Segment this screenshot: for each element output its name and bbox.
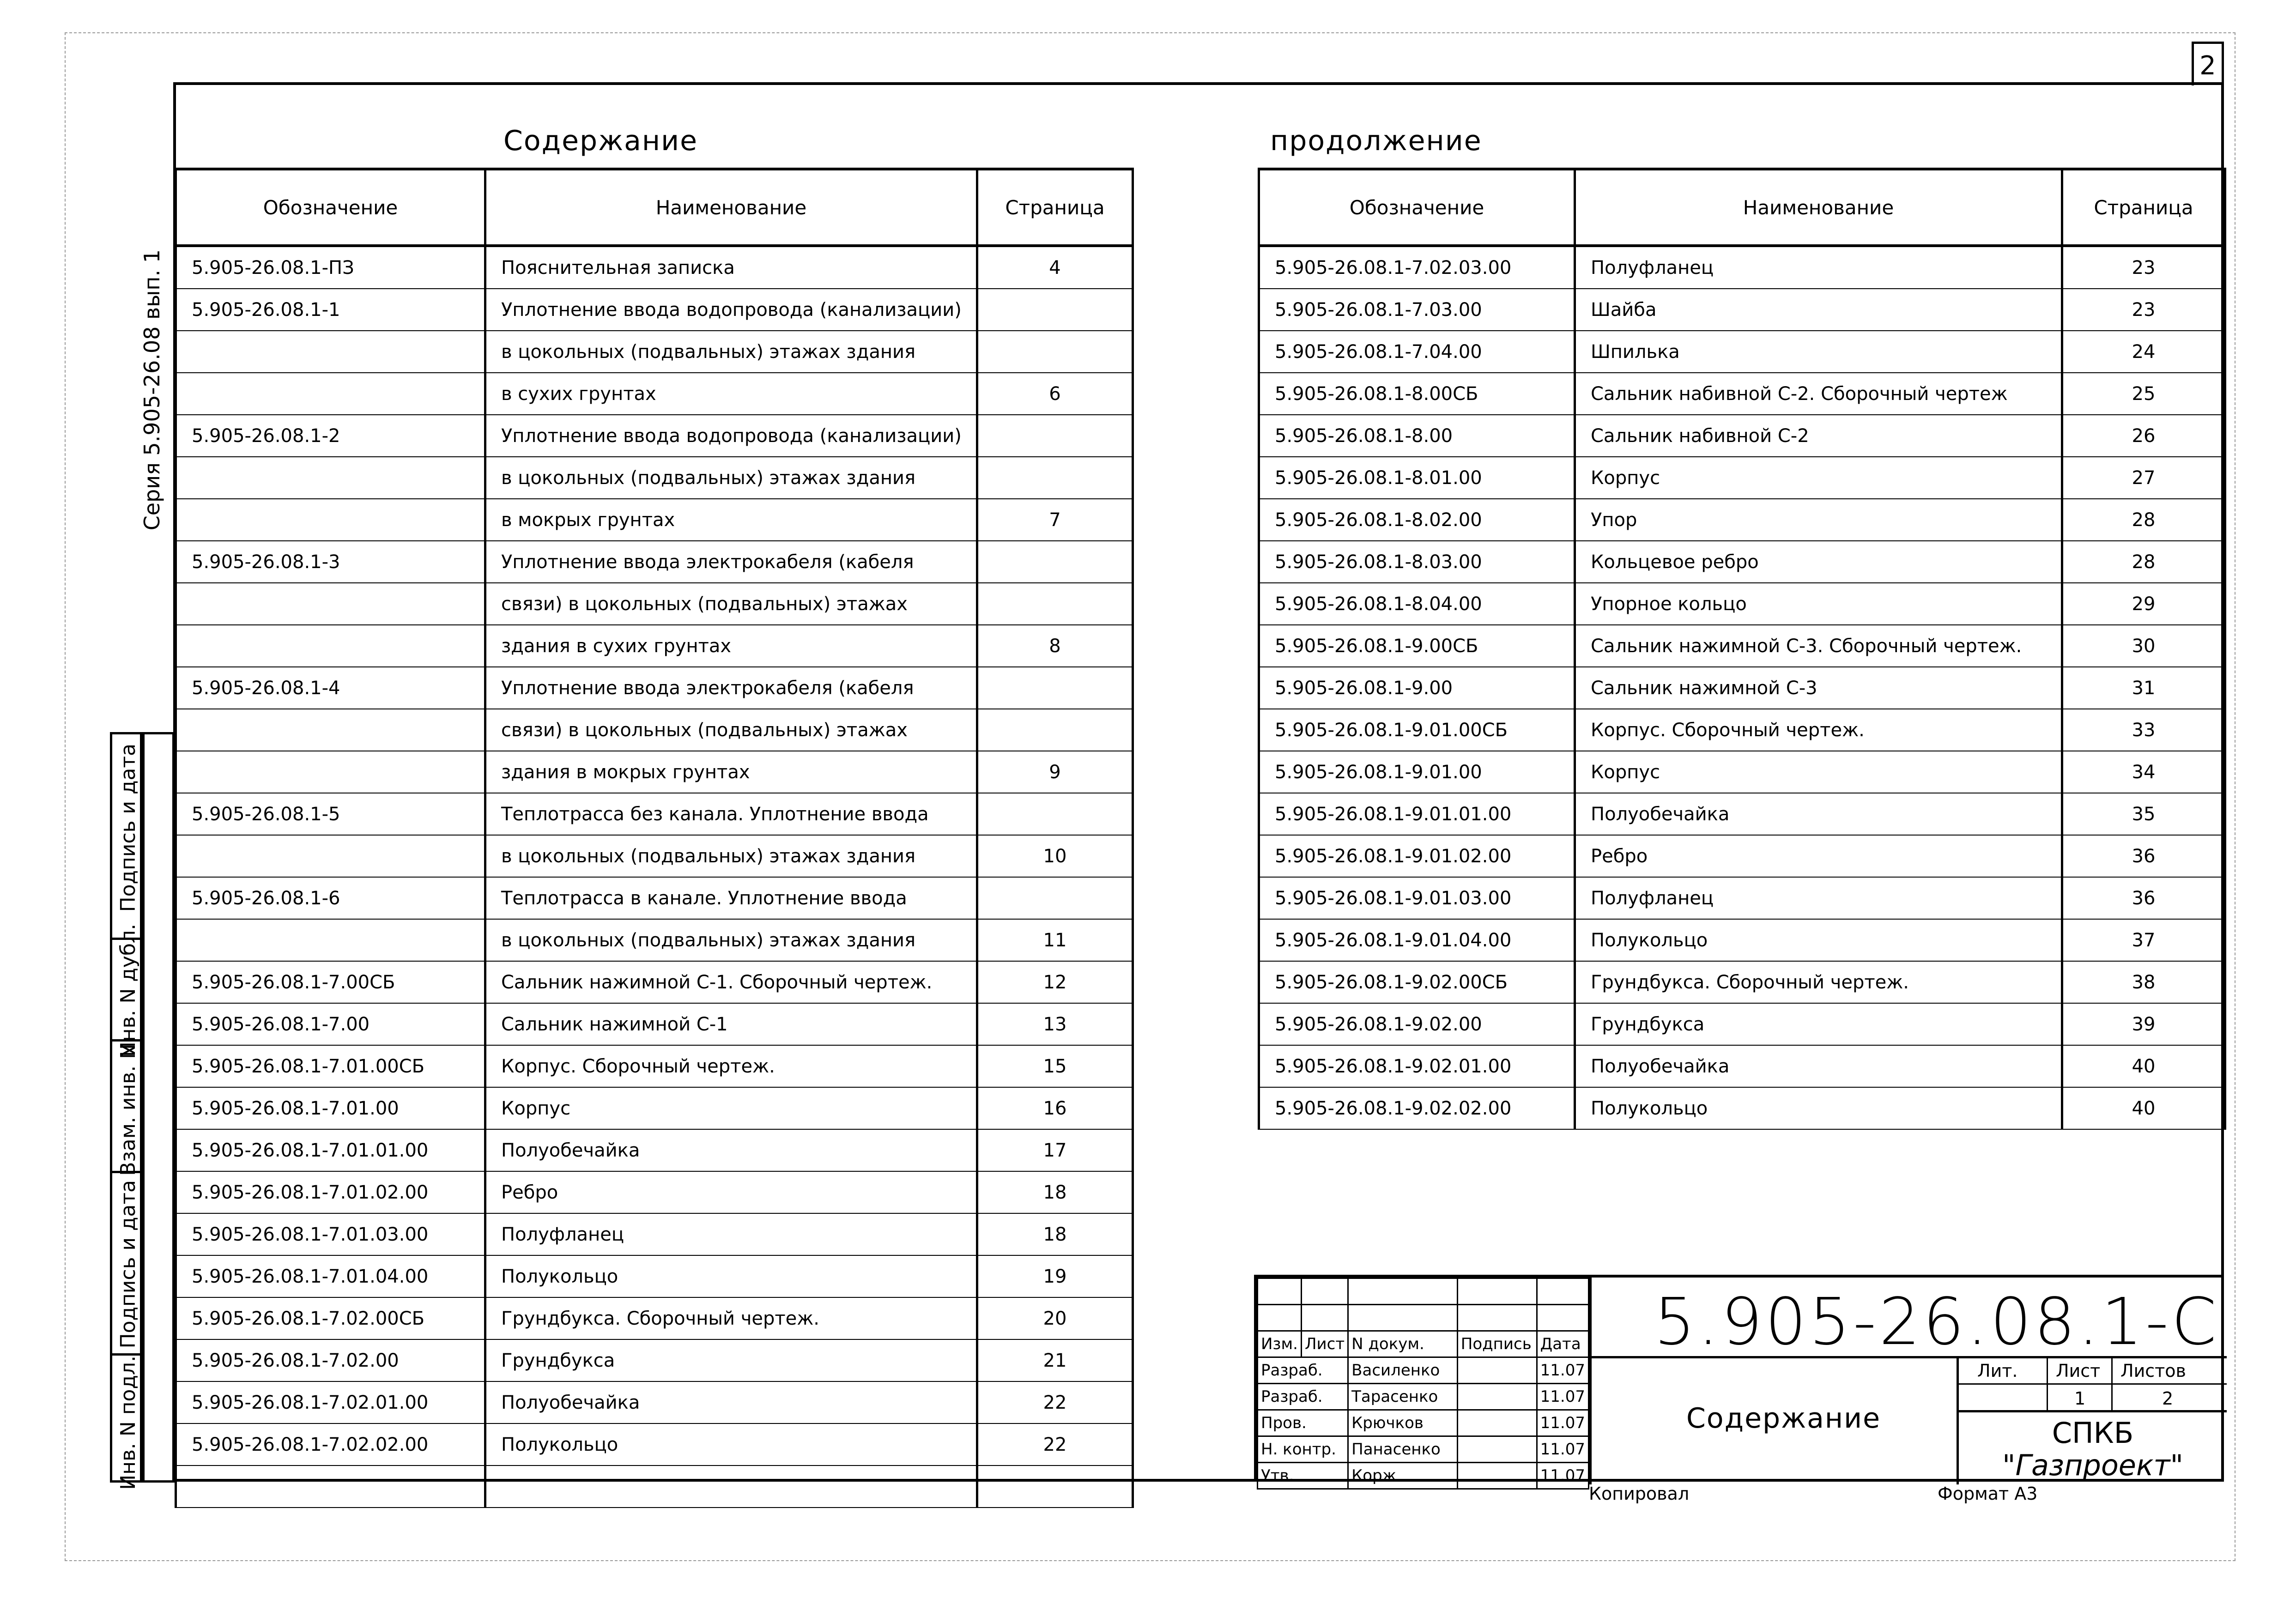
table-row [176,373,1133,415]
cell-name: Грундбукса. Сборочный чертеж. [485,1297,977,1339]
cell-code [176,835,485,877]
cell-page: 28 [2062,499,2225,541]
cell-code [176,583,485,625]
table-row [1259,499,2225,541]
cell-name: Корпус [1575,457,2062,499]
cell-code: 5.905-26.08.1-7.02.00 [176,1339,485,1381]
cell-code: 5.905-26.08.1-9.01.01.00 [1259,793,1575,835]
cell-page [977,709,1133,751]
header-name: Наименование [485,169,977,246]
cell-page [977,331,1133,373]
series-label: Серия 5.905-26.08 вып. 1 [139,249,164,531]
cell-page: 18 [977,1171,1133,1213]
cell-page: 12 [977,961,1133,1003]
cell-code: 5.905-26.08.1-7.02.02.00 [176,1423,485,1466]
table-row [1259,541,2225,583]
cell-code: 5.905-26.08.1-9.01.03.00 [1259,877,1575,919]
table-row [176,667,1133,709]
cell-code: 5.905-26.08.1-7.01.04.00 [176,1255,485,1297]
signature-mark [1457,1357,1537,1384]
cell-name [485,1466,977,1508]
table-row [176,289,1133,331]
cell-name: Шпилька [1575,331,2062,373]
cell-page: 26 [2062,415,2225,457]
left-title: Содержание [503,125,698,157]
cell-code: 5.905-26.08.1-1 [176,289,485,331]
cell-name: Полуфланец [1575,246,2062,289]
table-row [176,331,1133,373]
cell-code: 5.905-26.08.1-7.01.00СБ [176,1045,485,1087]
list-label: Лист [2056,1361,2101,1381]
cell-name: Сальник нажимной С-3. Сборочный чертеж. [1575,625,2062,667]
cell-code: 5.905-26.08.1-9.01.04.00 [1259,919,1575,961]
table-row [176,541,1133,583]
table-row [176,1255,1133,1297]
table-row [1259,835,2225,877]
table-row [176,751,1133,793]
signature-row [1258,1436,1589,1463]
table-row [176,1003,1133,1045]
cell-page: 28 [2062,541,2225,583]
signature-date: 11.07 [1537,1410,1588,1436]
cell-page: 27 [2062,457,2225,499]
header-page: Страница [2062,169,2225,246]
table-row [1259,1087,2225,1129]
table-row [176,1129,1133,1171]
table-row [176,1171,1133,1213]
cell-code: 5.905-26.08.1-9.01.02.00 [1259,835,1575,877]
cell-code: 5.905-26.08.1-7.00СБ [176,961,485,1003]
cell-code: 5.905-26.08.1-8.04.00 [1259,583,1575,625]
cell-code: 5.905-26.08.1-2 [176,415,485,457]
cell-name: Уплотнение ввода водопровода (канализации) [485,415,977,457]
cell-name: Уплотнение ввода электрокабеля (кабеля [485,667,977,709]
table-row [176,625,1133,667]
cell-code: 5.905-26.08.1-8.00СБ [1259,373,1575,415]
list-value: 1 [2074,1388,2086,1409]
right-title: продолжение [1270,125,1482,157]
cell-name: Сальник набивной С-2 [1575,415,2062,457]
cell-code: 5.905-26.08.1-8.02.00 [1259,499,1575,541]
cell-code: 5.905-26.08.1-9.02.00 [1259,1003,1575,1045]
table-row [1259,877,2225,919]
signature-role: Н. контр. [1258,1436,1348,1463]
cell-name: здания в мокрых грунтах [485,751,977,793]
cell-code: 5.905-26.08.1-9.02.00СБ [1259,961,1575,1003]
signature-date: 11.07 [1537,1436,1588,1463]
table-row [176,1045,1133,1087]
cell-name: Корпус [485,1087,977,1129]
table-row [176,709,1133,751]
table-row [1259,625,2225,667]
cell-code: 5.905-26.08.1-7.00 [176,1003,485,1045]
cell-page: 36 [2062,835,2225,877]
cell-name: Полукольцо [1575,1087,2062,1129]
cell-page: 24 [2062,331,2225,373]
table-row [1259,793,2225,835]
cell-code [176,457,485,499]
cell-page: 30 [2062,625,2225,667]
signature-name: Корж [1348,1463,1458,1489]
lit-label: Лит. [1977,1361,2018,1381]
col-data: Дата [1537,1331,1588,1357]
cell-code: 5.905-26.08.1-5 [176,793,485,835]
stamp-title: Содержание [1686,1402,1881,1435]
cell-page [977,289,1133,331]
table-row [1259,709,2225,751]
cell-code: 5.905-26.08.1-9.01.00 [1259,751,1575,793]
cell-name: Упор [1575,499,2062,541]
cell-page: 16 [977,1087,1133,1129]
col-izm: Изм. [1258,1331,1302,1357]
cell-page [977,457,1133,499]
table-row [176,1381,1133,1423]
cell-page: 39 [2062,1003,2225,1045]
signature-role: Утв. [1258,1463,1348,1489]
cell-page [977,667,1133,709]
cell-page: 7 [977,499,1133,541]
side-label-inv-dubl: Инв. N дубл. [116,924,140,1057]
cell-name: в мокрых грунтах [485,499,977,541]
sheet-number-box [2192,42,2224,85]
cell-page [977,415,1133,457]
signature-date: 11.07 [1537,1384,1588,1410]
cell-name: Полуобечайка [1575,793,2062,835]
signature-row [1258,1463,1589,1489]
cell-name: Ребро [485,1171,977,1213]
cell-page: 11 [977,919,1133,961]
header-code: Обозначение [176,169,485,246]
table-row [1259,289,2225,331]
cell-name: Пояснительная записка [485,246,977,289]
table-row [176,877,1133,919]
cell-name: в цокольных (подвальных) этажах здания [485,919,977,961]
table-row [1259,373,2225,415]
cell-page: 19 [977,1255,1133,1297]
table-row [176,499,1133,541]
signature-role: Пров. [1258,1410,1348,1436]
col-list: Лист [1301,1331,1348,1357]
cell-name: Корпус [1575,751,2062,793]
cell-page: 31 [2062,667,2225,709]
cell-page: 17 [977,1129,1133,1171]
signature-grid [1257,1278,1589,1490]
table-row [176,835,1133,877]
table-row [1259,583,2225,625]
cell-code [176,331,485,373]
cell-page [977,583,1133,625]
header-name: Наименование [1575,169,2062,246]
cell-code: 5.905-26.08.1-6 [176,877,485,919]
cell-code [176,709,485,751]
copied-label: Копировал [1589,1484,1690,1504]
cell-name: Уплотнение ввода электрокабеля (кабеля [485,541,977,583]
table-row [176,919,1133,961]
cell-name: Грундбукса [485,1339,977,1381]
signature-name: Василенко [1348,1357,1458,1384]
table-row [176,1339,1133,1381]
cell-page: 4 [977,246,1133,289]
cell-page: 40 [2062,1087,2225,1129]
cell-page: 29 [2062,583,2225,625]
cell-code: 5.905-26.08.1-7.01.03.00 [176,1213,485,1255]
cell-page: 8 [977,625,1133,667]
signature-row [1258,1357,1589,1384]
cell-page: 22 [977,1381,1133,1423]
cell-code: 5.905-26.08.1-ПЗ [176,246,485,289]
table-row [176,1466,1133,1508]
cell-page: 33 [2062,709,2225,751]
cell-name: Сальник нажимной С-1 [485,1003,977,1045]
cell-page [977,541,1133,583]
cell-name: в цокольных (подвальных) этажах здания [485,331,977,373]
cell-page: 40 [2062,1045,2225,1087]
col-ndoc: N докум. [1348,1331,1458,1357]
cell-code: 5.905-26.08.1-4 [176,667,485,709]
signature-row [1258,1410,1589,1436]
cell-code: 5.905-26.08.1-9.00СБ [1259,625,1575,667]
cell-name: Теплотрасса в канале. Уплотнение ввода [485,877,977,919]
cell-name: здания в сухих грунтах [485,625,977,667]
cell-code: 5.905-26.08.1-9.02.02.00 [1259,1087,1575,1129]
cell-code [176,499,485,541]
cell-name: Сальник нажимной С-1. Сборочный чертеж. [485,961,977,1003]
cell-code [176,1466,485,1508]
cell-code: 5.905-26.08.1-7.02.00СБ [176,1297,485,1339]
contents-table-right [1258,168,2226,1130]
cell-name: Полукольцо [1575,919,2062,961]
signature-mark [1457,1384,1537,1410]
side-label-podpis-data-1: Подпись и дата [116,744,140,912]
table-row [176,583,1133,625]
table-row [176,1423,1133,1466]
title-block [1254,1275,2224,1485]
cell-code: 5.905-26.08.1-7.01.01.00 [176,1129,485,1171]
cell-name: в цокольных (подвальных) этажах здания [485,835,977,877]
side-label-podpis-data-2: Подпись и дата [116,1180,140,1349]
document-code: 5.905-26.08.1-С [1654,1284,2219,1360]
signature-mark [1457,1436,1537,1463]
cell-code: 5.905-26.08.1-9.00 [1259,667,1575,709]
sheet-number: 2 [2199,51,2216,81]
contents-table-left [175,168,1134,1508]
cell-code: 5.905-26.08.1-7.04.00 [1259,331,1575,373]
cell-page: 22 [977,1423,1133,1466]
cell-page: 34 [2062,751,2225,793]
cell-name: связи) в цокольных (подвальных) этажах [485,709,977,751]
cell-page: 23 [2062,289,2225,331]
cell-page [977,793,1133,835]
table-row [176,793,1133,835]
stamp-divider-v [1589,1278,1592,1484]
signature-name: Тарасенко [1348,1384,1458,1410]
cell-page: 36 [2062,877,2225,919]
cell-page [977,1466,1133,1508]
cell-page: 18 [977,1213,1133,1255]
table-row [1259,961,2225,1003]
cell-name: в сухих грунтах [485,373,977,415]
table-row [176,1297,1133,1339]
signature-role: Разраб. [1258,1357,1348,1384]
cell-name: связи) в цокольных (подвальных) этажах [485,583,977,625]
cell-code [176,919,485,961]
listov-value: 2 [2162,1388,2174,1409]
cell-page: 37 [2062,919,2225,961]
cell-name: Грундбукса [1575,1003,2062,1045]
cell-page: 21 [977,1339,1133,1381]
signature-row [1258,1384,1589,1410]
side-label-vzam-inv: Взам. инв. N [116,1044,140,1176]
cell-name: Ребро [1575,835,2062,877]
format-label: Формат А3 [1938,1484,2038,1504]
cell-page: 23 [2062,246,2225,289]
table-row [1259,246,2225,289]
col-podpis: Подпись [1457,1331,1537,1357]
cell-name: Упорное кольцо [1575,583,2062,625]
cell-page: 15 [977,1045,1133,1087]
cell-name: Корпус. Сборочный чертеж. [485,1045,977,1087]
table-row [176,1213,1133,1255]
signature-role: Разраб. [1258,1384,1348,1410]
signature-date: 11.07 [1537,1463,1588,1489]
cell-page: 13 [977,1003,1133,1045]
cell-page: 9 [977,751,1133,793]
cell-code: 5.905-26.08.1-9.01.00СБ [1259,709,1575,751]
table-row [1259,751,2225,793]
cell-name: Полукольцо [485,1423,977,1466]
table-row [176,415,1133,457]
cell-page: 6 [977,373,1133,415]
cell-name: Полуобечайка [1575,1045,2062,1087]
cell-name: Полуфланец [485,1213,977,1255]
cell-page: 38 [2062,961,2225,1003]
cell-name: Сальник нажимной С-3 [1575,667,2062,709]
cell-name: Полуобечайка [485,1381,977,1423]
cell-page: 20 [977,1297,1133,1339]
cell-code [176,373,485,415]
table-row [176,246,1133,289]
table-row [1259,1045,2225,1087]
cell-code: 5.905-26.08.1-8.00 [1259,415,1575,457]
table-row [1259,331,2225,373]
header-code: Обозначение [1259,169,1575,246]
cell-code: 5.905-26.08.1-8.01.00 [1259,457,1575,499]
cell-name: в цокольных (подвальных) этажах здания [485,457,977,499]
signature-mark [1457,1410,1537,1436]
cell-page: 25 [2062,373,2225,415]
cell-name: Теплотрасса без канала. Уплотнение ввода [485,793,977,835]
cell-code [176,625,485,667]
table-row [176,1087,1133,1129]
cell-name: Грундбукса. Сборочный чертеж. [1575,961,2062,1003]
table-row [176,961,1133,1003]
org-name-2: "Газпроект" [2002,1448,2184,1482]
cell-name: Корпус. Сборочный чертеж. [1575,709,2062,751]
cell-name: Кольцевое ребро [1575,541,2062,583]
table-row [1259,919,2225,961]
header-page: Страница [977,169,1133,246]
org-name-1: СПКБ [2052,1416,2134,1450]
cell-code: 5.905-26.08.1-9.02.01.00 [1259,1045,1575,1087]
signature-name: Крючков [1348,1410,1458,1436]
table-row [1259,1003,2225,1045]
lit-list-block [1959,1357,2227,1412]
side-label-inv-podl: Инв. N подл. [116,1356,140,1490]
signature-mark [1457,1463,1537,1489]
cell-name: Полукольцо [485,1255,977,1297]
cell-name: Уплотнение ввода водопровода (канализации) [485,289,977,331]
cell-code: 5.905-26.08.1-7.02.01.00 [176,1381,485,1423]
cell-code: 5.905-26.08.1-7.02.03.00 [1259,246,1575,289]
signature-name: Панасенко [1348,1436,1458,1463]
cell-name: Полуобечайка [485,1129,977,1171]
cell-code: 5.905-26.08.1-3 [176,541,485,583]
cell-name: Сальник набивной С-2. Сборочный чертеж [1575,373,2062,415]
signature-date: 11.07 [1537,1357,1588,1384]
table-row [1259,667,2225,709]
cell-code: 5.905-26.08.1-8.03.00 [1259,541,1575,583]
cell-name: Полуфланец [1575,877,2062,919]
cell-code: 5.905-26.08.1-7.01.02.00 [176,1171,485,1213]
side-strip-inner [142,732,175,1483]
cell-code: 5.905-26.08.1-7.01.00 [176,1087,485,1129]
cell-code: 5.905-26.08.1-7.03.00 [1259,289,1575,331]
table-row [1259,415,2225,457]
cell-page: 35 [2062,793,2225,835]
cell-name: Шайба [1575,289,2062,331]
table-row [1259,457,2225,499]
listov-label: Листов [2120,1361,2186,1381]
cell-page [977,877,1133,919]
table-row [176,457,1133,499]
cell-code [176,751,485,793]
cell-page: 10 [977,835,1133,877]
